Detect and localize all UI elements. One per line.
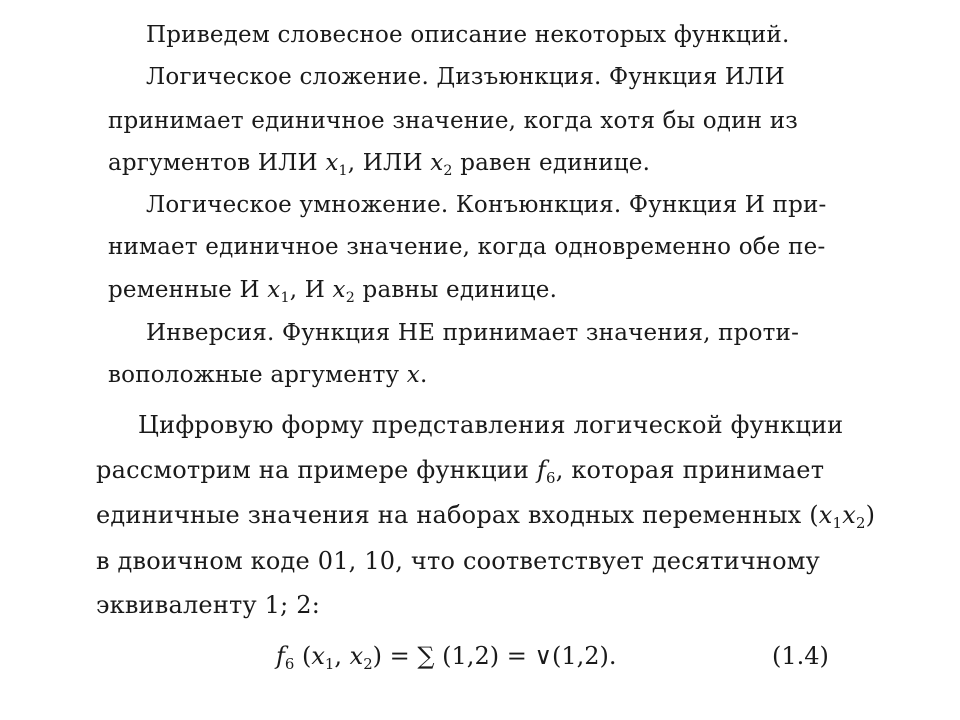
digital-form-line-3: единичные значения на наборах входных переменных $(x_1x_2)$ bbox=[96, 501, 876, 533]
formula-1-4: $f_6$ ($x_1$, $x_2$) = ∑ (1,2) = ∨(1,2). bbox=[276, 642, 617, 674]
equation-number: (1.4) bbox=[772, 642, 829, 670]
digital-form-line-1: Цифровую форму представления логической функции bbox=[138, 411, 844, 439]
conjunction-line-3: ременные И $x_1$, И $x_2$ равны единице. bbox=[108, 277, 558, 306]
variable-x: x bbox=[332, 277, 346, 303]
disjunction-line-1: Логическое сложение. Дизъюнкция. Функция ИЛИ bbox=[146, 64, 785, 90]
inversion-line-1: Инверсия. Функция НЕ принимает значения, проти- bbox=[146, 320, 800, 346]
digital-form-line-2: рассмотрим на примере функции $f_6$, которая принимает bbox=[96, 456, 825, 488]
variable-x: x bbox=[325, 150, 339, 176]
digital-form-line-4: в двоичном коде 01, 10, что соответствует десятичному bbox=[96, 547, 820, 575]
inversion-line-2: воположные аргументу x. bbox=[108, 362, 428, 388]
conjunction-line-1: Логическое умножение. Конъюнкция. Функция И при- bbox=[146, 192, 827, 218]
disjunction-line-3: аргументов ИЛИ $x_1$, ИЛИ $x_2$ равен единице. bbox=[108, 150, 651, 179]
variable-x: x bbox=[267, 277, 281, 303]
function-f: f bbox=[536, 456, 547, 484]
digital-form-line-5: эквиваленту 1; 2: bbox=[96, 591, 320, 619]
conjunction-line-2: нимает единичное значение, когда одновременно обе пе- bbox=[108, 234, 826, 260]
disjunction-line-2: принимает единичное значение, когда хотя бы один из bbox=[108, 108, 798, 134]
variable-x: x bbox=[406, 362, 420, 388]
intro-text: Приведем словесное описание некоторых функций. bbox=[146, 22, 790, 48]
variable-x: x bbox=[430, 150, 444, 176]
